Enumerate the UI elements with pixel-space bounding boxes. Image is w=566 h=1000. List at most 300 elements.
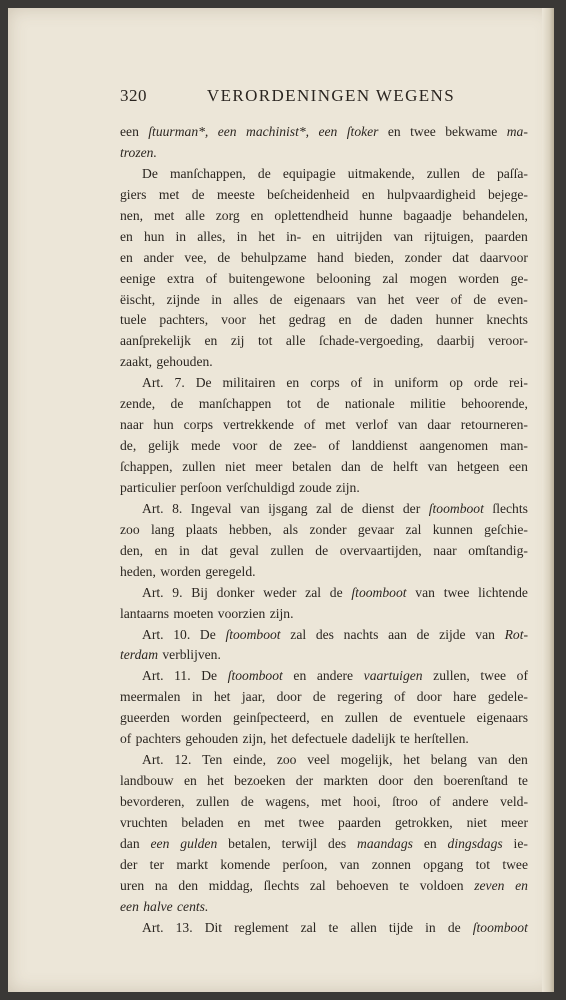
word: nachts xyxy=(343,626,379,642)
word: gehouden. xyxy=(156,354,213,370)
word: en xyxy=(250,207,264,223)
word: rei- xyxy=(509,375,528,391)
word: behoorende, xyxy=(461,396,528,412)
word: te xyxy=(399,731,410,747)
word: den, xyxy=(120,542,144,558)
text-line xyxy=(120,520,528,541)
word: bevorderen, xyxy=(120,794,185,809)
word: de xyxy=(257,165,271,181)
word: kunnen xyxy=(432,521,473,537)
word: meer xyxy=(255,459,283,474)
word: lang xyxy=(151,521,175,537)
word: ſtuurman*, xyxy=(148,124,209,139)
word: dat xyxy=(201,542,218,558)
word: mogelijk, xyxy=(340,752,393,768)
text-line xyxy=(120,792,528,813)
word: cents. xyxy=(177,898,209,914)
word: der xyxy=(402,500,421,516)
word: der xyxy=(295,773,314,789)
word: zee- xyxy=(293,438,317,454)
text-line xyxy=(120,897,528,918)
word: verſchuldigd xyxy=(226,479,295,495)
word: ander xyxy=(143,249,174,265)
word: overvaartijden, xyxy=(339,542,422,558)
word: moeten xyxy=(173,605,214,621)
word: aanſprekelijk xyxy=(120,333,191,349)
word: meermalen xyxy=(120,689,181,705)
word: van xyxy=(393,228,414,244)
text-line xyxy=(120,373,528,394)
word: zorg xyxy=(215,207,240,223)
word: perſoon xyxy=(180,479,222,495)
word: en xyxy=(120,249,133,265)
word: twee xyxy=(502,856,528,872)
word: of xyxy=(429,794,441,809)
word: eigenaars xyxy=(293,291,346,307)
word: machinist*, xyxy=(246,124,310,139)
word: voorzien xyxy=(217,605,266,621)
word: het xyxy=(387,291,405,307)
word: gehouden xyxy=(185,731,239,747)
word: herſtellen. xyxy=(414,731,469,747)
word: zullen, xyxy=(433,668,470,684)
word: geval xyxy=(229,542,259,558)
word: einde, xyxy=(233,752,266,768)
word: getrokken, xyxy=(394,814,453,830)
word: als xyxy=(282,521,299,537)
word: dat xyxy=(452,249,469,265)
word: de xyxy=(364,312,378,328)
word: gelijk xyxy=(148,438,180,454)
word: geſchie- xyxy=(484,521,528,537)
running-head: VERORDENINGEN WEGENS xyxy=(206,86,456,105)
word: geregeld. xyxy=(205,563,256,579)
word: ſtoomboot xyxy=(428,500,484,516)
text-line xyxy=(120,310,528,331)
word: lantaarns xyxy=(120,605,170,621)
text-line xyxy=(120,625,528,646)
word: zal xyxy=(300,919,317,935)
word: defectuele xyxy=(291,731,348,747)
word: hebben, xyxy=(228,521,272,537)
word: naar xyxy=(433,542,457,558)
word: ie- xyxy=(513,835,528,851)
word: den xyxy=(508,752,528,768)
word: behoeven xyxy=(336,877,389,893)
word: met xyxy=(325,417,346,433)
word: andere xyxy=(316,668,354,684)
word: eventuele xyxy=(413,710,466,726)
word: weder xyxy=(263,584,297,600)
word: dingsdags xyxy=(447,835,503,851)
word: verblijven. xyxy=(162,647,221,663)
word: zal xyxy=(290,626,307,642)
word: door xyxy=(378,773,404,789)
word: Art. xyxy=(142,752,164,768)
word: Art. xyxy=(142,626,164,642)
text-line xyxy=(120,687,528,708)
word: nen, xyxy=(120,207,144,223)
word: der xyxy=(120,856,138,872)
text-line xyxy=(120,855,528,876)
word: of xyxy=(393,689,406,705)
word: maandags xyxy=(357,835,413,851)
word: Art. xyxy=(142,584,164,600)
word: beladen xyxy=(181,814,224,830)
book-page xyxy=(8,8,554,992)
text-line xyxy=(120,478,528,499)
word: en xyxy=(312,228,326,244)
word: De xyxy=(199,626,216,642)
word: 9. xyxy=(172,584,183,600)
word: De xyxy=(142,165,158,181)
word: mogen xyxy=(409,270,447,286)
word: zal xyxy=(309,877,326,893)
word: Dit xyxy=(204,919,223,935)
text-line xyxy=(120,185,528,206)
word: het xyxy=(403,752,420,768)
word: pachters xyxy=(135,731,181,747)
word: allen xyxy=(350,919,377,935)
word: zonder xyxy=(309,521,347,537)
word: zij xyxy=(230,333,245,349)
word: in xyxy=(179,542,190,558)
word: belooning xyxy=(316,270,371,286)
word: corps xyxy=(310,375,340,391)
word: ſlechts xyxy=(492,500,528,516)
word: markt xyxy=(176,856,209,872)
word: ijsgang xyxy=(268,500,308,516)
word: regering xyxy=(337,689,383,705)
word: hetgeen xyxy=(457,459,500,474)
word: dienst xyxy=(361,500,395,516)
word: gevaar xyxy=(357,521,395,537)
word: en xyxy=(237,814,251,830)
word: en xyxy=(515,877,528,893)
word: twee xyxy=(480,668,507,684)
word: behulpzame xyxy=(240,249,307,265)
word: Art. xyxy=(142,500,164,516)
word: tot xyxy=(286,396,302,412)
word: het xyxy=(258,228,275,244)
word: des xyxy=(328,835,347,851)
text-line xyxy=(120,499,528,520)
word: alle xyxy=(185,207,205,223)
word: andere xyxy=(452,794,489,809)
word: Art. xyxy=(142,919,164,935)
word: ſtoomboot xyxy=(225,626,281,642)
text-line xyxy=(120,583,528,604)
word: vee, xyxy=(184,249,207,265)
word: den xyxy=(178,877,199,893)
word: corps xyxy=(183,417,214,433)
word: of xyxy=(205,270,218,286)
word: den xyxy=(413,773,434,789)
word: des xyxy=(315,626,334,642)
word: de xyxy=(240,794,254,809)
word: veel xyxy=(307,752,330,768)
word: van xyxy=(477,752,498,768)
word: terwijl xyxy=(281,835,318,851)
word: buitengewone xyxy=(228,270,305,286)
word: verlof xyxy=(355,417,388,433)
word: en xyxy=(183,773,197,789)
word: veroor- xyxy=(488,333,528,349)
text-line xyxy=(120,708,528,729)
text-line xyxy=(120,227,528,248)
word: wagens, xyxy=(265,794,310,809)
word: of xyxy=(350,375,362,391)
text-line xyxy=(120,415,528,436)
word: equipagie xyxy=(282,165,336,181)
word: of xyxy=(303,417,316,433)
word: boerenſtand xyxy=(443,773,508,789)
word: zal xyxy=(382,270,399,286)
word: Rot- xyxy=(504,626,528,642)
word: bejege- xyxy=(487,186,528,202)
word: zijde xyxy=(439,626,466,642)
text-line xyxy=(120,164,528,185)
word: de xyxy=(416,626,430,642)
word: voldoen xyxy=(419,877,464,893)
word: worden xyxy=(160,563,201,579)
word: voor xyxy=(221,312,246,328)
text-line xyxy=(120,206,528,227)
word: in xyxy=(191,689,203,705)
word: en xyxy=(361,186,375,202)
word: of xyxy=(516,668,528,684)
word: en xyxy=(387,124,401,139)
word: een xyxy=(150,835,170,851)
word: na xyxy=(154,877,168,893)
word: van xyxy=(415,584,435,600)
word: niet xyxy=(466,814,487,830)
word: paarden xyxy=(338,814,382,830)
word: gedele- xyxy=(487,689,528,705)
text-line xyxy=(120,834,528,855)
word: Art. xyxy=(142,668,164,684)
word: orde xyxy=(473,375,499,391)
word: de xyxy=(447,919,461,935)
word: helft xyxy=(393,459,418,474)
word: dan xyxy=(341,459,361,474)
word: hare xyxy=(453,689,477,705)
word: zijn. xyxy=(335,479,360,495)
word: geinſpecteerd, xyxy=(233,710,310,726)
word: halve xyxy=(143,898,173,914)
text-line xyxy=(120,645,528,666)
word: daarbij xyxy=(436,333,475,349)
word: eigenaars xyxy=(476,710,528,726)
word: de xyxy=(315,542,329,558)
word: de xyxy=(472,165,485,181)
word: Art. xyxy=(142,375,164,391)
text-line xyxy=(120,394,528,415)
word: worden xyxy=(458,270,500,286)
word: ge- xyxy=(510,270,528,286)
word: van xyxy=(240,500,260,516)
word: ſtoker xyxy=(346,124,379,139)
word: zullen xyxy=(182,459,216,474)
word: bagaadje xyxy=(403,207,452,223)
word: de xyxy=(217,249,231,265)
word: ſtroo xyxy=(392,794,418,809)
word: de xyxy=(312,689,326,705)
word: zijnde xyxy=(166,291,200,307)
word: 11. xyxy=(174,668,191,684)
word: een xyxy=(120,898,139,914)
word: zullen xyxy=(270,542,304,558)
word: of xyxy=(120,731,132,747)
word: of xyxy=(450,291,462,307)
word: in xyxy=(236,228,248,244)
word: retourneren- xyxy=(460,417,528,433)
word: betalen, xyxy=(228,835,271,851)
word: het xyxy=(213,689,231,705)
word: militairen xyxy=(222,375,276,391)
word: knechts xyxy=(486,312,528,328)
word: of xyxy=(328,438,340,454)
word: daarvoor xyxy=(479,249,528,265)
text-line xyxy=(120,729,528,750)
word: extra xyxy=(167,270,195,286)
page-number: 320 xyxy=(120,86,147,105)
word: op xyxy=(449,375,463,391)
word: twee xyxy=(410,124,436,139)
word: hulpvaardigheid xyxy=(387,186,476,202)
word: lichtende xyxy=(478,584,528,600)
text-line xyxy=(120,122,528,143)
word: gueerden xyxy=(120,710,170,726)
word: de xyxy=(191,186,205,202)
word: De xyxy=(195,375,212,391)
word: donker xyxy=(216,584,255,600)
text-line xyxy=(120,352,528,373)
word: vaartuigen xyxy=(363,668,423,684)
text-line xyxy=(120,143,528,164)
word: in xyxy=(175,228,187,244)
word: tot xyxy=(258,333,273,349)
word: en xyxy=(338,312,352,328)
word: de xyxy=(316,396,330,412)
word: zullen xyxy=(344,710,379,726)
word: alles xyxy=(233,291,259,307)
word: Ingeval xyxy=(190,500,232,516)
word: perſoon, xyxy=(282,856,328,872)
word: man- xyxy=(500,438,528,454)
word: tijde xyxy=(388,919,414,935)
word: een xyxy=(509,459,528,474)
word: de xyxy=(340,500,354,516)
word: omſtandig- xyxy=(468,542,528,558)
word: twee xyxy=(443,584,470,600)
word: zal xyxy=(305,584,322,600)
word: De xyxy=(201,668,218,684)
word: bezoeken xyxy=(234,773,286,789)
word: met xyxy=(264,814,285,830)
word: oplettendheid xyxy=(274,207,349,223)
word: bekwame xyxy=(445,124,498,139)
word: nationale xyxy=(344,396,395,412)
word: een xyxy=(217,124,237,139)
word: de, xyxy=(120,438,137,454)
word: dan xyxy=(120,835,140,851)
word: betalen xyxy=(292,459,332,474)
word: hun xyxy=(153,417,174,433)
word: zonnen xyxy=(371,856,411,872)
word: hunne xyxy=(359,207,393,223)
word: uren xyxy=(120,877,145,893)
word: vruchten xyxy=(120,814,168,830)
word: behandelen, xyxy=(462,207,528,223)
word: tot xyxy=(475,856,490,872)
word: bieden, xyxy=(354,249,394,265)
word: zullen xyxy=(196,794,230,809)
word: hand xyxy=(317,249,344,265)
word: landdienst xyxy=(351,438,408,454)
word: even- xyxy=(497,291,528,307)
word: 13. xyxy=(175,919,193,935)
word: door xyxy=(276,689,302,705)
word: te xyxy=(328,919,339,935)
text-line xyxy=(120,604,528,625)
word: door xyxy=(416,689,442,705)
text-line xyxy=(120,290,528,311)
word: van xyxy=(339,856,360,872)
word: zoo xyxy=(276,752,297,768)
word: te xyxy=(399,877,410,893)
word: en xyxy=(154,542,168,558)
word: Bij xyxy=(191,584,208,600)
text-line xyxy=(120,666,528,687)
text-line xyxy=(120,436,528,457)
word: meeste xyxy=(216,186,255,202)
word: de xyxy=(329,584,343,600)
word: hunner xyxy=(435,312,474,328)
word: de xyxy=(473,291,487,307)
word: het xyxy=(207,773,224,789)
word: uitmakende, xyxy=(347,165,415,181)
word: paſſa- xyxy=(496,165,528,181)
word: zal xyxy=(405,521,422,537)
word: niet xyxy=(225,459,246,474)
word: zende, xyxy=(120,396,156,412)
word: gulden xyxy=(180,835,218,851)
word: daden xyxy=(390,312,423,328)
word: hooi, xyxy=(352,794,381,809)
word: zal xyxy=(316,500,332,516)
word: een xyxy=(318,124,338,139)
text-line xyxy=(120,750,528,771)
word: van xyxy=(356,291,377,307)
word: 8. xyxy=(172,500,183,516)
word: alles, xyxy=(197,228,226,244)
word: zullen xyxy=(426,165,460,181)
word: ſtoomboot xyxy=(472,919,528,935)
word: reglement xyxy=(234,919,289,935)
word: met xyxy=(158,186,180,202)
text-line xyxy=(120,541,528,562)
word: pachters, xyxy=(159,312,209,328)
word: de xyxy=(269,291,283,307)
word: met xyxy=(153,207,175,223)
word: en xyxy=(423,835,437,851)
word: vertrekkende xyxy=(223,417,294,433)
word: heden, xyxy=(120,563,156,579)
word: particulier xyxy=(120,479,176,495)
word: naar xyxy=(120,417,144,433)
word: uniform xyxy=(394,375,439,391)
